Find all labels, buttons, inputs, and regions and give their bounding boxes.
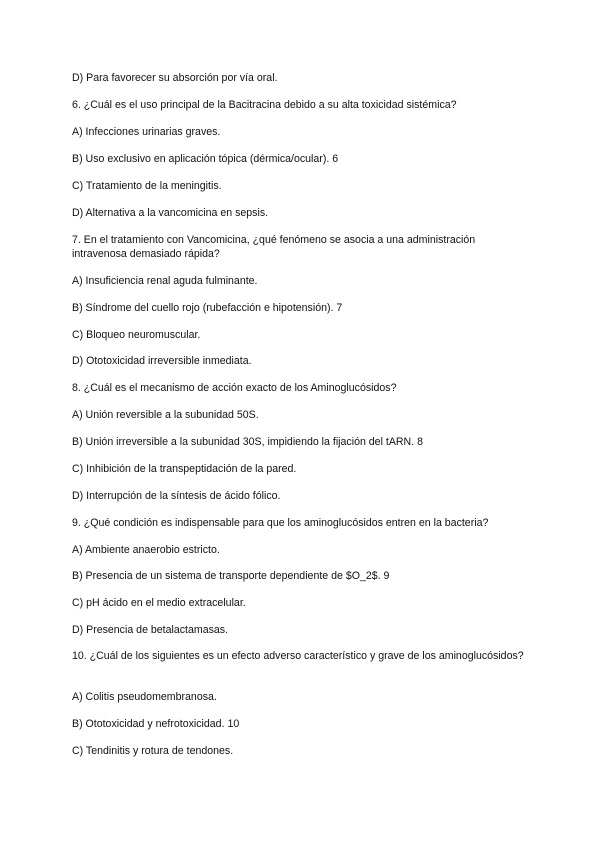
answer-option: D) Presencia de betalactamasas. <box>72 624 229 636</box>
answer-option: D) Interrupción de la síntesis de ácido fólico. <box>72 490 281 502</box>
answer-option: D) Para favorecer su absorción por vía oral. <box>72 72 278 84</box>
answer-option: A) Colitis pseudomembranosa. <box>72 691 217 703</box>
answer-option: C) Bloqueo neuromuscular. <box>72 329 201 341</box>
question-text: 8. ¿Cuál es el mecanismo de acción exacto de los Aminoglucósidos? <box>72 382 397 394</box>
answer-option: A) Unión reversible a la subunidad 50S. <box>72 409 259 421</box>
answer-option: C) Inhibición de la transpeptidación de la pared. <box>72 463 297 475</box>
answer-option: A) Infecciones urinarias graves. <box>72 126 221 138</box>
answer-option: D) Ototoxicidad irreversible inmediata. <box>72 355 252 367</box>
answer-option: B) Presencia de un sistema de transporte dependiente de $O_2$. 9 <box>72 570 390 582</box>
answer-option: C) Tendinitis y rotura de tendones. <box>72 745 234 757</box>
answer-option: B) Unión irreversible a la subunidad 30S, impidiendo la fijación del tARN. 8 <box>72 436 423 448</box>
answer-option: C) Tratamiento de la meningitis. <box>72 180 222 192</box>
answer-option: B) Uso exclusivo en aplicación tópica (dérmica/ocular). 6 <box>72 153 339 165</box>
answer-option: B) Ototoxicidad y nefrotoxicidad. 10 <box>72 718 240 730</box>
question-text: 10. ¿Cuál de los siguientes es un efecto adverso característico y grave de los aminoglucósidos? <box>72 650 524 662</box>
answer-option: A) Insuficiencia renal aguda fulminante. <box>72 275 258 287</box>
answer-option: C) pH ácido en el medio extracelular. <box>72 597 246 609</box>
answer-option: A) Ambiente anaerobio estricto. <box>72 544 220 556</box>
answer-option: B) Síndrome del cuello rojo (rubefacción e hipotensión). 7 <box>72 302 343 314</box>
question-text: 6. ¿Cuál es el uso principal de la Bacitracina debido a su alta toxicidad sistémica? <box>72 99 457 111</box>
answer-option: D) Alternativa a la vancomicina en sepsis. <box>72 207 269 219</box>
question-text: 7. En el tratamiento con Vancomicina, ¿qué fenómeno se asocia a una administración intravenosa demasiado rápida? <box>72 234 476 260</box>
question-text: 9. ¿Qué condición es indispensable para que los aminoglucósidos entren en la bacteria? <box>72 517 489 529</box>
